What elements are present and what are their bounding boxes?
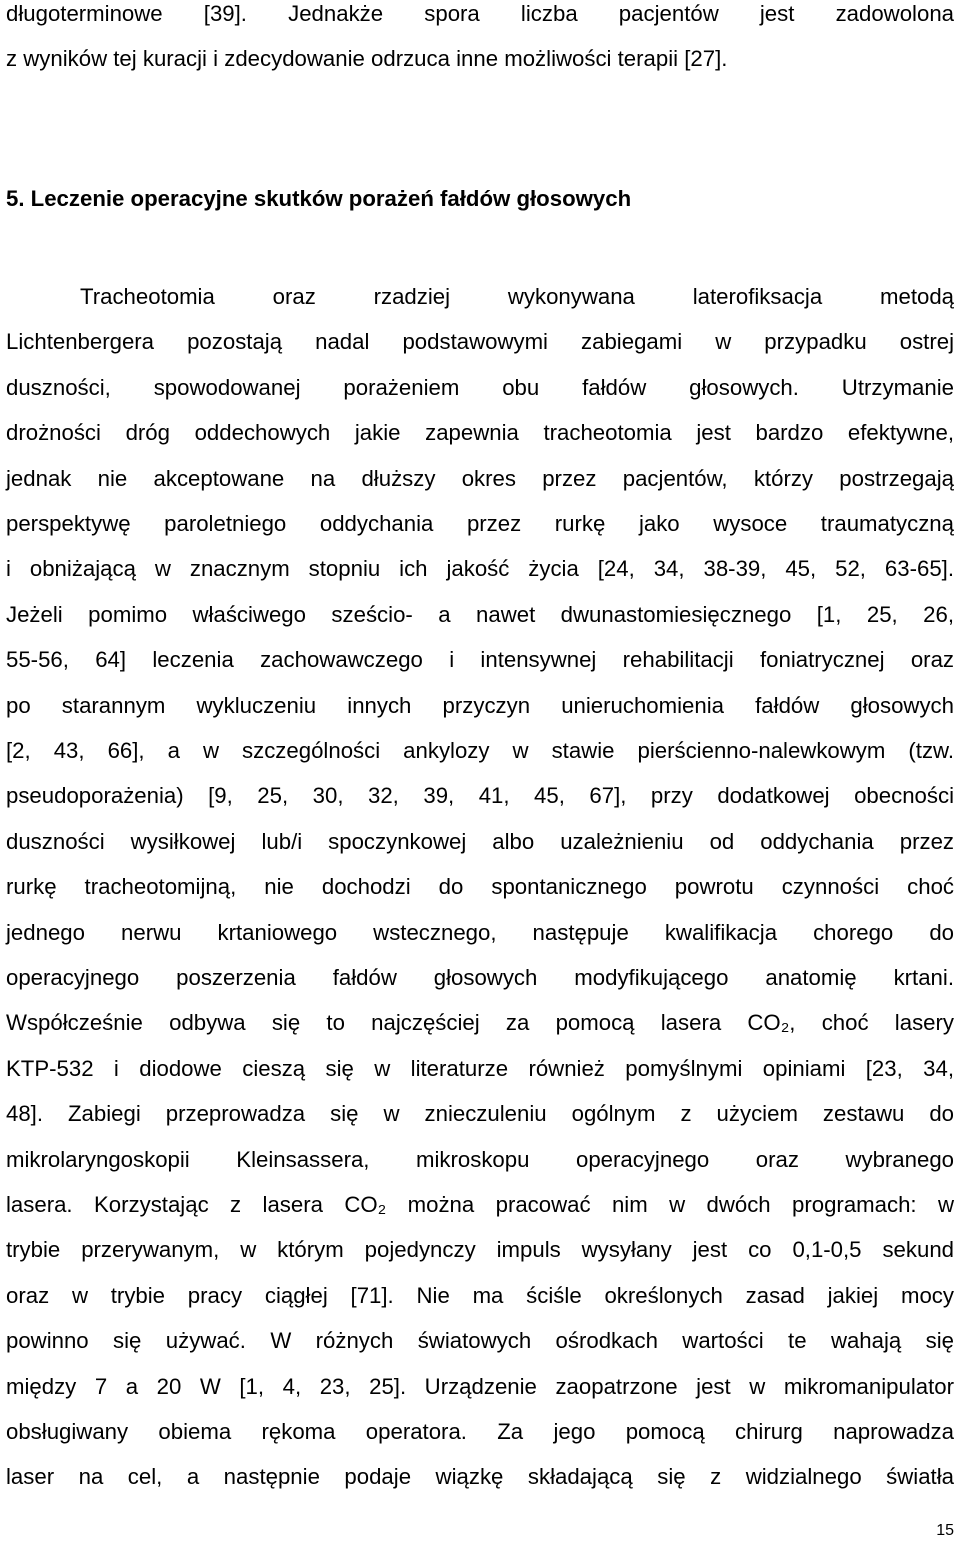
- body-line-26: obsługiwany obiema rękoma operatora. Za jego pomocą chirurg naprowadza: [6, 1419, 954, 1444]
- body-line-5: jednak nie akceptowane na dłuższy okres przez pacjentów, którzy postrzegają: [6, 466, 954, 491]
- body-line-25: między 7 a 20 W [1, 4, 23, 25]. Urządzenie zaopatrzone jest w mikromanipulator: [6, 1374, 954, 1399]
- body-line-18: KTP-532 i diodowe cieszą się w literaturze również pomyślnymi opiniami [23, 34,: [6, 1056, 954, 1081]
- intro-line-2: z wyników tej kuracji i zdecydowanie odrzuca inne możliwości terapii [27].: [6, 46, 728, 71]
- body-line-20: mikrolaryngoskopii Kleinsassera, mikroskopu operacyjnego oraz wybranego: [6, 1147, 954, 1172]
- body-line-12: pseudoporażenia) [9, 25, 30, 32, 39, 41, 45, 67], przy dodatkowej obecności: [6, 783, 954, 808]
- body-line-27: laser na cel, a następnie podaje wiązkę składającą się z widzialnego światła: [6, 1464, 954, 1489]
- body-line-9: 55-56, 64] leczenia zachowawczego i intensywnej rehabilitacji foniatrycznej oraz: [6, 647, 954, 672]
- body-line-21: lasera. Korzystając z lasera CO₂ można pracować nim w dwóch programach: w: [6, 1192, 954, 1217]
- body-line-11: [2, 43, 66], a w szczególności ankylozy w stawie pierścienno-nalewkowym (tzw.: [6, 738, 954, 763]
- body-line-4: drożności dróg oddechowych jakie zapewnia tracheotomia jest bardzo efektywne,: [6, 420, 954, 445]
- body-line-7: i obniżającą w znacznym stopniu ich jakość życia [24, 34, 38-39, 45, 52, 63-65].: [6, 556, 954, 581]
- body-line-16: operacyjnego poszerzenia fałdów głosowych modyfikującego anatomię krtani.: [6, 965, 954, 990]
- body-line-13: duszności wysiłkowej lub/i spoczynkowej albo uzależnieniu od oddychania przez: [6, 829, 954, 854]
- body-line-22: trybie przerywanym, w którym pojedynczy impuls wysyłany jest co 0,1-0,5 sekund: [6, 1237, 954, 1262]
- body-line-1: Tracheotomia oraz rzadziej wykonywana laterofiksacja metodą: [80, 284, 954, 309]
- body-line-14: rurkę tracheotomijną, nie dochodzi do spontanicznego powrotu czynności choć: [6, 874, 954, 899]
- body-line-17: Współcześnie odbywa się to najczęściej za pomocą lasera CO₂, choć lasery: [6, 1010, 954, 1035]
- body-line-19: 48]. Zabiegi przeprowadza się w znieczuleniu ogólnym z użyciem zestawu do: [6, 1101, 954, 1126]
- body-line-10: po starannym wykluczeniu innych przyczyn unieruchomienia fałdów głosowych: [6, 693, 954, 718]
- body-line-8: Jeżeli pomimo właściwego sześcio- a nawet dwunastomiesięcznego [1, 25, 26,: [6, 602, 954, 627]
- body-line-24: powinno się używać. W różnych światowych ośrodkach wartości te wahają się: [6, 1328, 954, 1353]
- body-line-6: perspektywę paroletniego oddychania przez rurkę jako wysoce traumatyczną: [6, 511, 954, 536]
- body-line-15: jednego nerwu krtaniowego wstecznego, następuje kwalifikacja chorego do: [6, 920, 954, 945]
- body-line-3: duszności, spowodowanej porażeniem obu fałdów głosowych. Utrzymanie: [6, 375, 954, 400]
- intro-line-1: długoterminowe [39]. Jednakże spora liczba pacjentów jest zadowolona: [6, 1, 954, 26]
- section-heading: 5. Leczenie operacyjne skutków porażeń fałdów głosowych: [6, 186, 632, 211]
- body-line-23: oraz w trybie pracy ciągłej [71]. Nie ma ściśle określonych zasad jakiej mocy: [6, 1283, 954, 1308]
- body-line-2: Lichtenbergera pozostają nadal podstawowymi zabiegami w przypadku ostrej: [6, 329, 954, 354]
- page-number: 15: [936, 1522, 954, 1539]
